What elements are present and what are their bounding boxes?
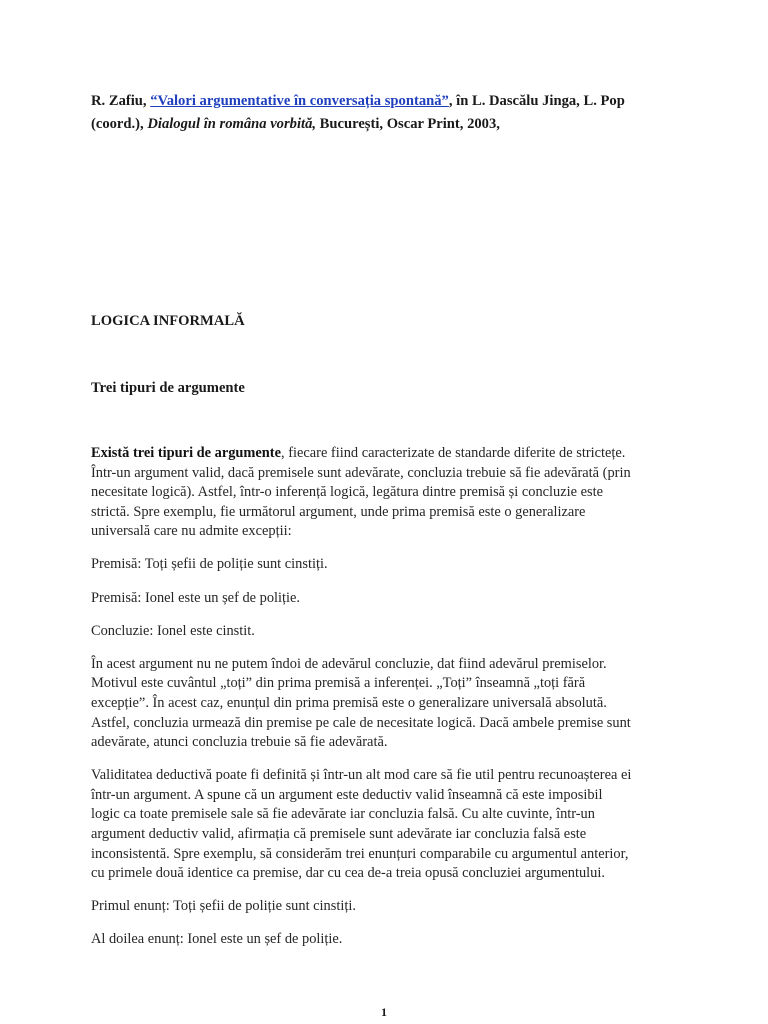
statement-1: Primul enunț: Toți șefii de poliție sunt cinstiți.	[91, 898, 356, 915]
intro-bold-lead: Există trei tipuri de argumente	[91, 445, 281, 461]
citation-publisher: București, Oscar Print, 2003,	[316, 116, 500, 132]
citation-book-title: Dialogul în româna vorbită,	[147, 116, 317, 132]
section-heading: LOGICA INFORMALĂ	[91, 313, 245, 329]
page-number: 1	[381, 1005, 387, 1019]
citation-article-link[interactable]: “Valori argumentative în conversația spontană”	[150, 93, 449, 109]
statement-2: Al doilea enunț: Ionel este un șef de poliție.	[91, 931, 343, 948]
paragraph-3: Validitatea deductivă poate fi definită și într-un alt mod care să fie util pentru recunoașterea ei într-un argument. A spune că un argument este deductiv valid înseamnă că este imposibil logic ca toate premisele sale să fie adevărate iar concluzia falsă. Cu alte cuvinte, într-un argument deductiv valid, afirmația că premisele sunt adevărate iar concluzia falsă este inconsistentă. Spre exemplu, să considerăm trei enunțuri comparabile cu argumentul anterior, cu primele două identice ca premise, dar cu cea de-a treia opusă concluziei argumentului.	[91, 767, 632, 882]
conclusion: Concluzie: Ionel este cinstit.	[91, 622, 255, 639]
body-text	[91, 444, 681, 963]
subsection-heading: Trei tipuri de argumente	[91, 380, 245, 396]
intro-paragraph: Există trei tipuri de argumente, fiecare fiind caracterizate de standarde diferite de strictețe. Într-un argument valid, dacă premisele sunt adevărate, concluzia trebuie să fie adevărată (prin necesitate logică). Astfel, într-o inferență logică, legătura dintre premisă și concluzie este strictă. Spre exemplu, fie următorul argument, unde prima premisă este o generalizare universală care nu admite excepții:	[91, 445, 631, 540]
citation-author: R. Zafiu,	[91, 93, 151, 109]
citation-editors: , în L. Dascălu Jinga, L. Pop	[448, 93, 625, 109]
premise-2: Premisă: Ionel este un șef de poliție.	[91, 589, 301, 606]
premise-1: Premisă: Toți șefii de poliție sunt cinstiți.	[91, 556, 328, 573]
bibliographic-citation	[91, 90, 691, 136]
paragraph-2: În acest argument nu ne putem îndoi de adevărul concluzie, dat fiind adevărul premiselor. Motivul este cuvântul „toți” din prima premisă a inferenței. „Toți” înseamnă „toți fără excepție”. În acest caz, enunțul din prima premisă este o generalizare universală absolută. Astfel, concluzia urmează din premise pe cale de necesitate logică. Dacă ambele premise sunt adevărate, atunci concluzia trebuie să fie adevărată.	[91, 655, 631, 751]
citation-coord: (coord.),	[91, 116, 148, 132]
